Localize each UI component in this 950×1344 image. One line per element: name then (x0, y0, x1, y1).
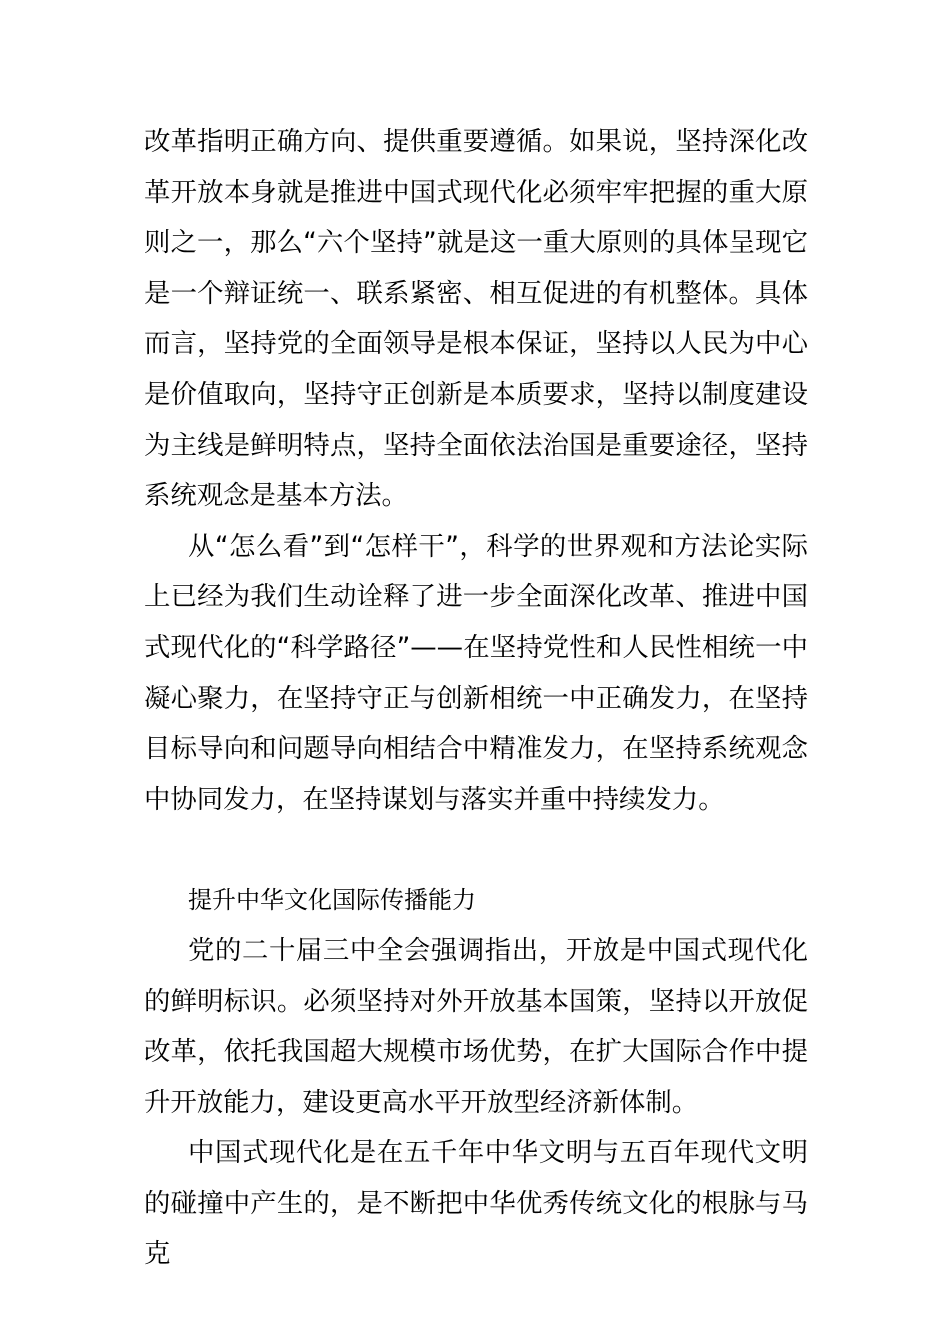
paragraph-4: 中国式现代化是在五千年中华文明与五百年现代文明的碰撞中产生的，是不断把中华优秀传统文化的根脉与马克 (144, 1137, 808, 1270)
document-body (144, 117, 808, 1280)
paragraph-1: 改革指明正确方向、提供重要遵循。如果说，坚持深化改革开放本身就是推进中国式现代化必须牢牢把握的重大原则之一，那么“六个坚持”就是这一重大原则的具体呈现它是一个辩证统一、联系紧密、相互促进的有机整体。具体而言，坚持党的全面领导是根本保证，坚持以人民为中心是价值取向，坚持守正创新是本质要求，坚持以制度建设为主线是鲜明特点，坚持全面依法治国是重要途径，坚持系统观念是基本方法。 (144, 126, 808, 512)
paragraph-3: 党的二十届三中全会强调指出，开放是中国式现代化的鲜明标识。必须坚持对外开放基本国策，坚持以开放促改革，依托我国超大规模市场优势，在扩大国际合作中提升开放能力，建设更高水平开放型经济新体制。 (144, 934, 808, 1118)
section-gap (144, 825, 808, 875)
paragraph-2: 从“怎么看”到“怎样干”，科学的世界观和方法论实际上已经为我们生动诠释了进一步全面深化改革、推进中国式现代化的“科学路径”——在坚持党性和人民性相统一中凝心聚力，在坚持守正与创新相统一中正确发力，在坚持目标导向和问题导向相结合中精准发力，在坚持系统观念中协同发力，在坚持谋划与落实并重中持续发力。 (144, 530, 808, 815)
section-heading: 提升中华文化国际传播能力 (188, 886, 476, 915)
